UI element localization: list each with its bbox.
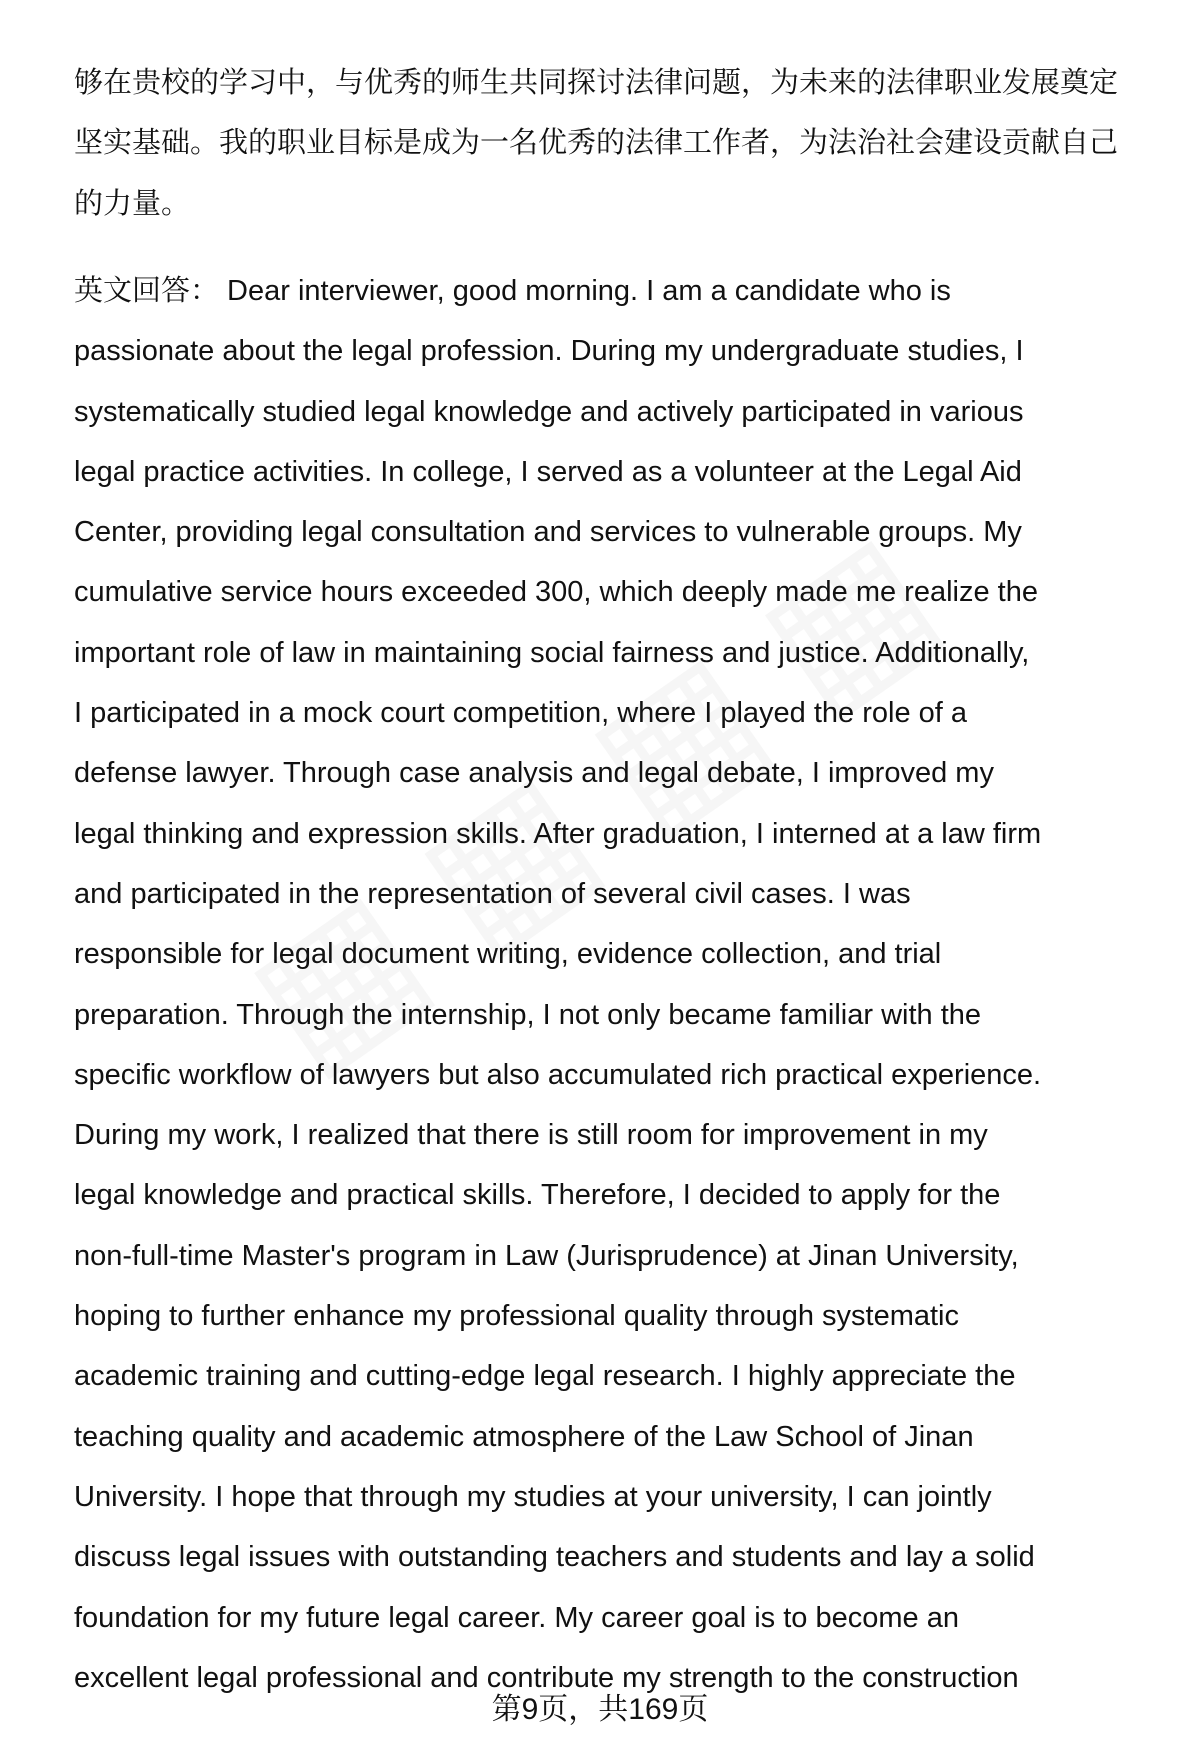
- text-line: excellent legal professional and contribute my strength to the construction: [74, 1661, 1019, 1694]
- text-line: academic training and cutting-edge legal research. I highly appreciate the: [74, 1360, 1016, 1393]
- text-line: preparation. Through the internship, I not only became familiar with the: [74, 998, 982, 1031]
- text-line: During my work, I realized that there is still room for improvement in my: [74, 1119, 988, 1152]
- text-line: non-full-time Master's program in Law (Jurisprudence) at Jinan University,: [74, 1239, 1019, 1272]
- text-line: specific workflow of lawyers but also accumulated rich practical experience.: [74, 1058, 1042, 1091]
- text-line: foundation for my future legal career. My career goal is to become an: [74, 1601, 959, 1634]
- english-answer-paragraph: [74, 261, 1184, 1708]
- text-line: cumulative service hours exceeded 300, which deeply made me realize the: [74, 576, 1038, 609]
- text-line: important role of law in maintaining social fairness and justice. Additionally,: [74, 636, 1030, 669]
- text-line: hoping to further enhance my professional quality through systematic: [74, 1300, 959, 1333]
- text-line: 英文回答： Dear interviewer, good morning. I am a candidate who is: [74, 275, 951, 307]
- text-line: legal knowledge and practical skills. Therefore, I decided to apply for the: [74, 1179, 1001, 1212]
- text-line: 的力量。: [74, 187, 191, 220]
- text-line: and participated in the representation of several civil cases. I was: [74, 877, 911, 910]
- text-line: responsible for legal document writing, evidence collection, and trial: [74, 938, 942, 971]
- text-line: legal thinking and expression skills. After graduation, I interned at a law firm: [74, 817, 1042, 850]
- text-line: legal practice activities. In college, I served as a volunteer at the Legal Aid: [74, 455, 1022, 488]
- text-line: 坚实基础。我的职业目标是成为一名优秀的法律工作者，为法治社会建设贡献自己: [74, 127, 1119, 160]
- chinese-paragraph: [74, 53, 1184, 234]
- text-line: I participated in a mock court competition, where I played the role of a: [74, 697, 968, 730]
- text-line: teaching quality and academic atmosphere of the Law School of Jinan: [74, 1420, 974, 1453]
- text-line: defense lawyer. Through case analysis and legal debate, I improved my: [74, 757, 994, 790]
- page-number-footer: 第9页，共169页: [491, 1693, 709, 1726]
- text-line: systematically studied legal knowledge and actively participated in various: [74, 395, 1024, 428]
- text-line: University. I hope that through my studies at your university, I can jointly: [74, 1480, 992, 1513]
- text-line: discuss legal issues with outstanding teachers and students and lay a solid: [74, 1541, 1035, 1574]
- text-line: Center, providing legal consultation and services to vulnerable groups. My: [74, 516, 1022, 549]
- text-line: 够在贵校的学习中，与优秀的师生共同探讨法律问题，为未来的法律职业发展奠定: [74, 67, 1119, 99]
- text-line: passionate about the legal profession. During my undergraduate studies, I: [74, 335, 1024, 368]
